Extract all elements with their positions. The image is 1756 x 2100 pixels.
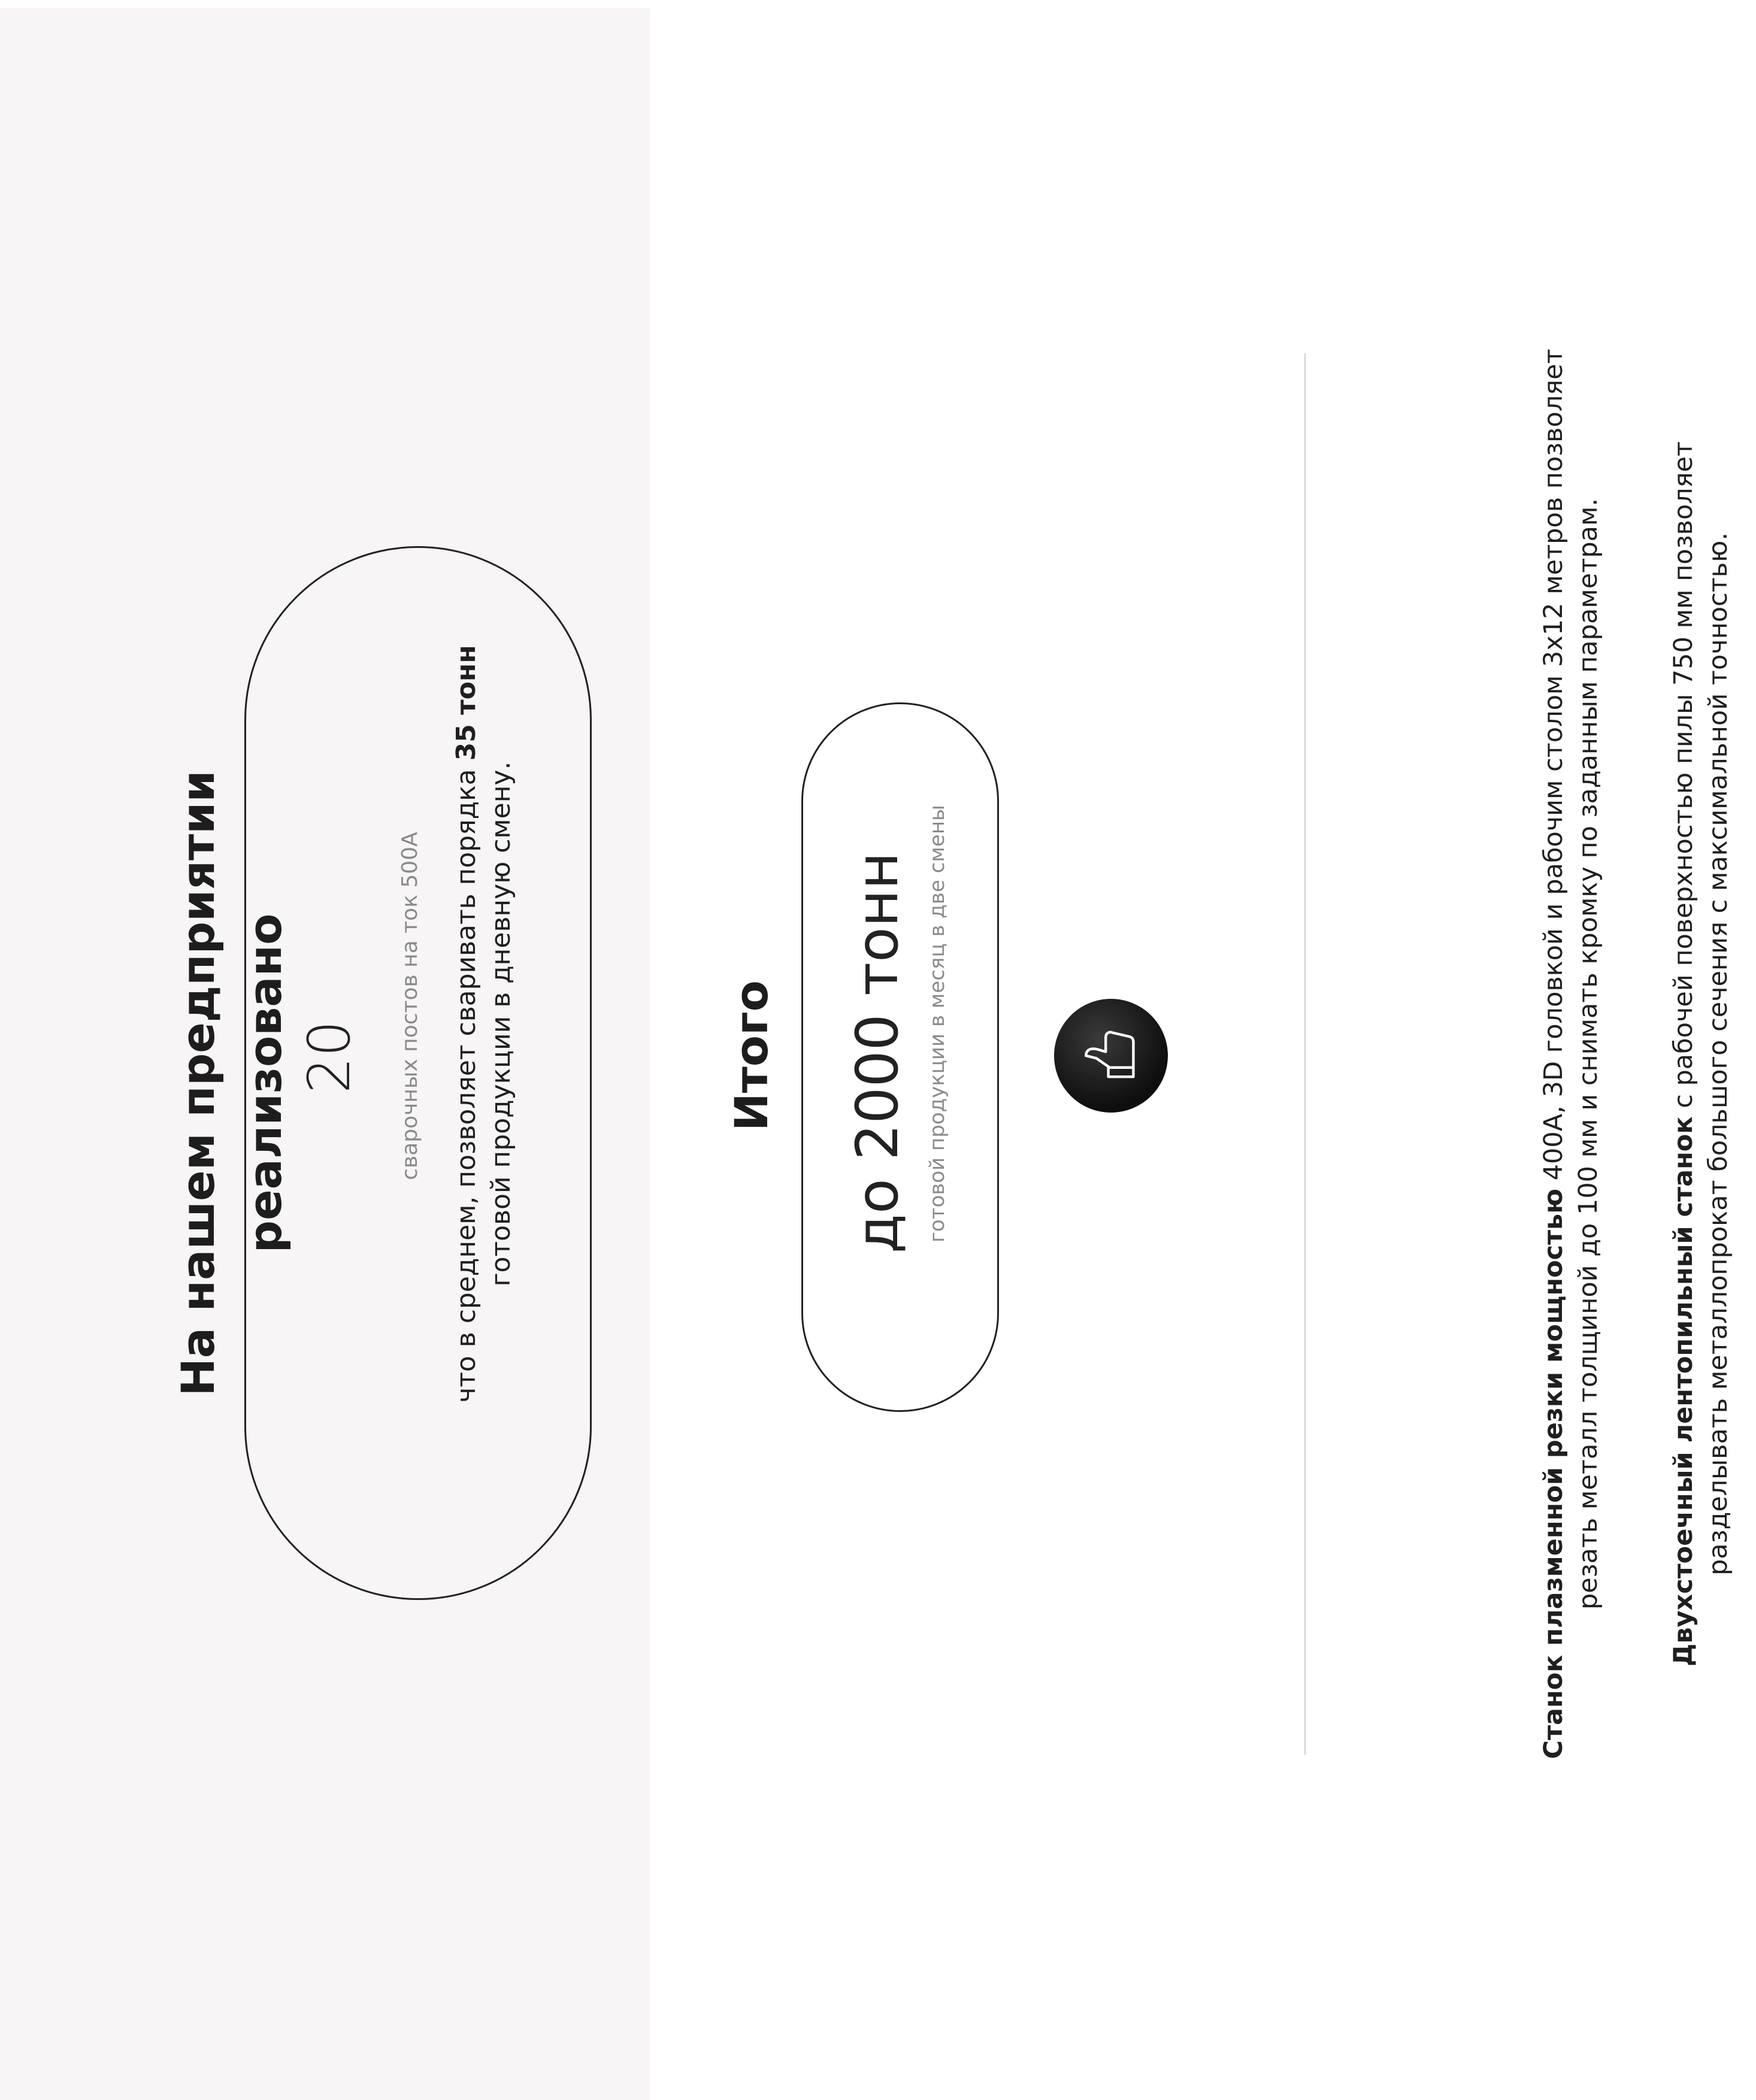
title-line-2: реализовано <box>238 913 292 1253</box>
thumbs-up-icon <box>1054 999 1168 1113</box>
thumbs-up-glyph <box>1078 1023 1144 1089</box>
feature-saw <box>1666 216 1756 1892</box>
feature-plasma <box>1536 216 1626 1892</box>
feature-saw-rest: с рабочей поверхностью пилы 750 мм позволяет <box>1669 441 1699 1117</box>
total-amount: до 2000 тонн <box>844 851 911 1254</box>
feature-plasma-line-1 <box>1536 216 1571 1892</box>
posts-number: 20 <box>296 1020 363 1094</box>
feature-plasma-rest: 400А, 3D головкой и рабочим столом 3х12 метров позволяет <box>1539 349 1569 1189</box>
feature-plasma-bold: Станок плазменной резки мощностью <box>1539 1188 1569 1759</box>
total-caption: готовой продукции в месяц в две смены <box>925 805 949 1243</box>
stats-description-line-1 <box>449 635 484 1413</box>
stats-description <box>449 635 521 1413</box>
stats-description-line-2: готовой продукции в дневную смену. <box>486 761 516 1287</box>
feature-saw-line-2: разделывать металлопрокат большого сечения с максимальной точностью. <box>1703 532 1733 1576</box>
desc-text: что в среднем, позволяет сваривать порядка <box>451 760 482 1403</box>
divider <box>1304 353 1306 1754</box>
feature-plasma-line-2: резать металл толщиной до 100 мм и снимать кромку по заданным параметрам. <box>1573 498 1603 1610</box>
desc-bold: 35 тонн <box>451 645 482 761</box>
title-line-1: На нашем предприятии <box>171 770 225 1396</box>
feature-saw-bold: Двухстоечный лентопильный станок <box>1669 1116 1699 1666</box>
total-heading: Итого <box>725 980 778 1131</box>
posts-caption: сварочных постов на ток 500А <box>398 832 422 1180</box>
feature-saw-line-1 <box>1666 216 1701 1892</box>
